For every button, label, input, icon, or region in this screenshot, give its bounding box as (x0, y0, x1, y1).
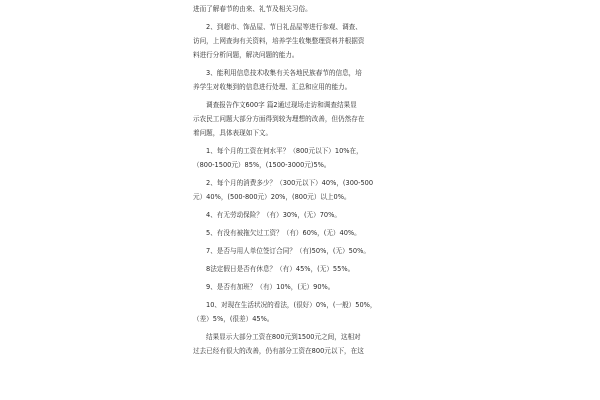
text-line: 着问题，具体表现如下文。 (193, 129, 273, 137)
text-line: 10、对现在生活状况的看法，(很好）0%，(一般）50%， (206, 301, 377, 309)
text-line: 2、到超市、饰品屋、节日礼品屋等进行参观、调查、 (206, 23, 362, 31)
text-line: 结果显示大部分工资在800元到1500元之间，这相对 (206, 333, 361, 341)
text-line: 访问，上网查询有关资料，培养学生收集整理资料并根据资 (193, 37, 365, 45)
text-line: 7、是否与用人单位签订合同？（有)50%，(无）50%。 (206, 247, 370, 255)
survey-item (193, 208, 411, 222)
text-line: 5、有没有被拖欠过工资？（有）60%，(无）40%。 (206, 229, 361, 237)
paragraph (193, 98, 411, 140)
text-line: 9、是否有加班？（有）10%，(无）90%。 (206, 283, 335, 291)
survey-item (193, 262, 411, 276)
survey-item (193, 226, 411, 240)
paragraph (193, 20, 411, 62)
text-line: （800-1500元）85%，(1500-3000元)5%。 (193, 161, 331, 169)
text-line: 进而了解春节的由来、礼节及相关习俗。 (193, 5, 312, 13)
text-line: （差）5%，(很差）45%。 (193, 315, 274, 323)
text-line: 养学生对收集到的信息进行处理、汇总和应用的能力。 (193, 83, 352, 91)
text-line: 1、每个月的工资在何水平？（800元以下）10%在， (206, 147, 363, 155)
survey-item (193, 144, 411, 172)
survey-item (193, 244, 411, 258)
paragraph (193, 330, 411, 358)
paragraph (193, 2, 411, 16)
paragraph (193, 66, 411, 94)
text-line: 元）40%，(500-800元）20%，(800元）以上0%。 (193, 193, 351, 201)
survey-item (193, 280, 411, 294)
text-line: 调查报告作文600字 篇2通过现场走访和调查结果显 (206, 101, 357, 109)
text-line: 4、有无劳动保险？（有）30%，(无）70%。 (206, 211, 341, 219)
text-line: 料进行分析问题，解决问题的能力。 (193, 51, 299, 59)
text-line: 3、能利用信息技术收集有关各地民族春节的信息，培 (206, 69, 362, 77)
text-line: 8法定假日是否有休息？（有）45%，(无）55%。 (206, 265, 355, 273)
survey-item (193, 176, 411, 204)
survey-item (193, 298, 411, 326)
text-line: 2、每个月的消费多少？（300元以下）40%，(300-500 (206, 179, 374, 187)
document-body (193, 2, 411, 358)
text-line: 过去已经有很大的改善，仍有部分工资在800元以下，在这 (193, 347, 364, 355)
text-line: 示农民工问题大部分方面得到较为理想的改善，但仍然存在 (193, 115, 365, 123)
